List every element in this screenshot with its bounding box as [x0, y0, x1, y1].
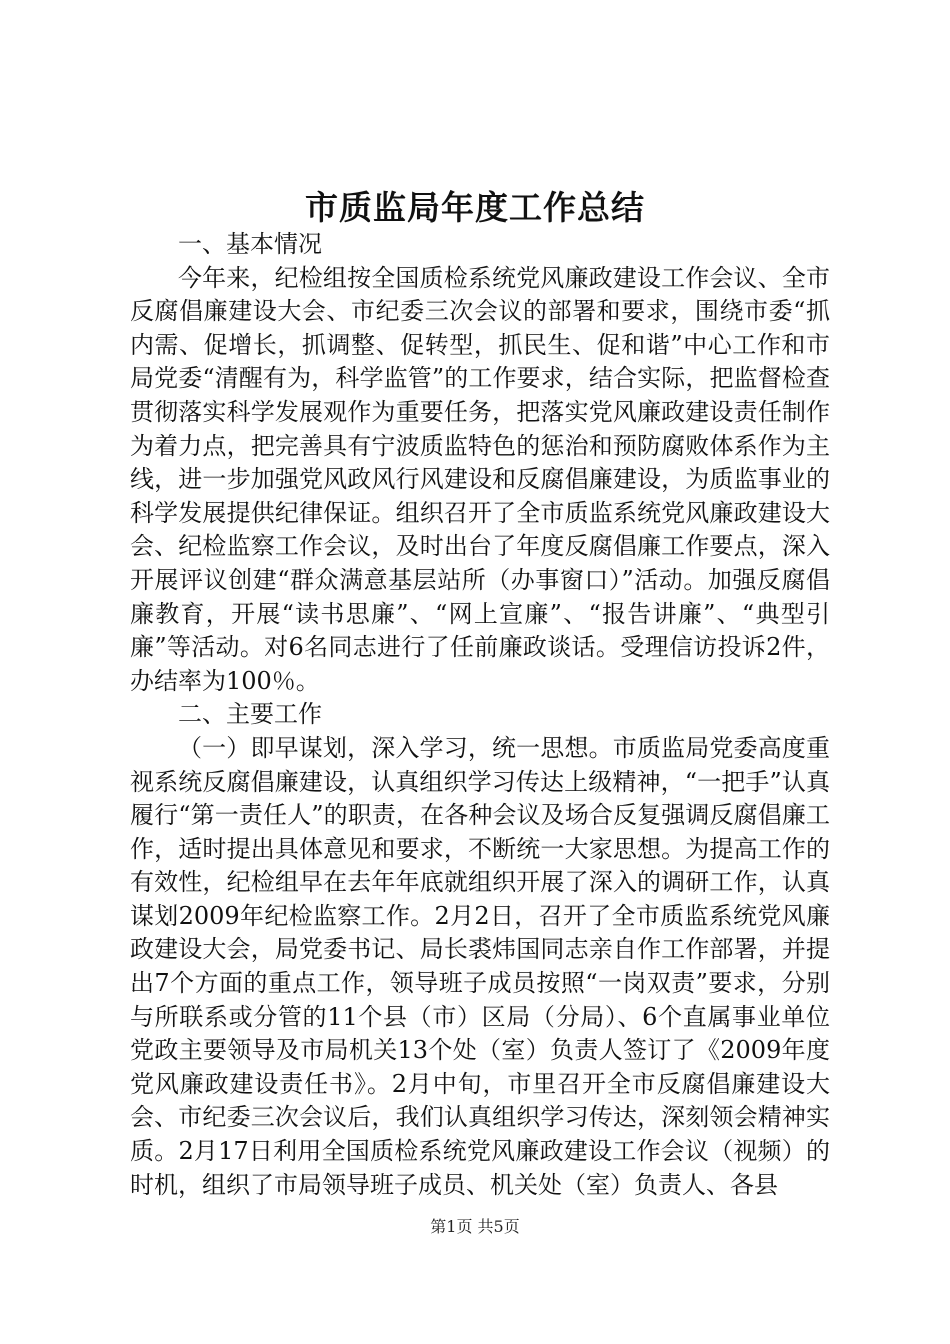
section-heading-main-work: 二、主要工作 [178, 700, 322, 729]
document-title: 市质监局年度工作总结 [305, 188, 645, 227]
paragraph-basic-situation: 今年来，纪检组按全国质检系统党风廉政建设工作会议、全市反腐倡廉建设大会、市纪委三次会议的部署和要求，围绕市委“抓内需、促增长，抓调整、促转型，抓民生、促和谐”中心工作和市局党委“清醒有为，科学监管”的工作要求，结合实际，把监督检查贯彻落实科学发展观作为重要任务，把落实党风廉政建设责任制作为着力点，把完善具有宁波质监特色的惩治和预防腐败体系作为主线，进一步加强党风政风行风建设和反腐倡廉建设，为质监事业的科学发展提供纪律保证。组织召开了全市质监系统党风廉政建设大会、纪检监察工作会议，及时出台了年度反腐倡廉工作要点，深入开展评议创建“群众满意基层站所（办事窗口）”活动。加强反腐倡廉教育，开展“读书思廉”、“网上宣廉”、“报告讲廉”、“典型引廉”等活动。对6名同志进行了任前廉政谈话。受理信访投诉2件，办结率为100％。 [130, 263, 830, 695]
section-heading-basic: 一、基本情况 [178, 230, 322, 258]
page-footer: 第1页 共5页 [430, 1217, 520, 1236]
document-body [130, 228, 830, 1202]
paragraph-main-work-1: （一）即早谋划，深入学习，统一思想。市质监局党委高度重视系统反腐倡廉建设，认真组织学习传达上级精神，“一把手”认真履行“第一责任人”的职责，在各种会议及场合反复强调反腐倡廉工作，适时提出具体意见和要求，不断统一大家思想。为提高工作的有效性，纪检组早在去年年底就组织开展了深入的调研工作，认真谋划2009年纪检监察工作。2月2日，召开了全市质监系统党风廉政建设大会，局党委书记、局长裘炜国同志亲自作工作部署，并提出7个方面的重点工作，领导班子成员按照“一岗双责”要求，分别与所联系或分管的11个县（市）区局（分局）、6个直属事业单位党政主要领导及市局机关13个处（室）负责人签订了《2009年度党风廉政建设责任书》。2月中旬，市里召开全市反腐倡廉建设大会、市纪委三次会议后，我们认真组织学习传达，深刻领会精神实质。2月17日利用全国质检系统党风廉政建设工作会议（视频）的时机，组织了市局领导班子成员、机关处（室）负责人、各县 [130, 733, 830, 1199]
